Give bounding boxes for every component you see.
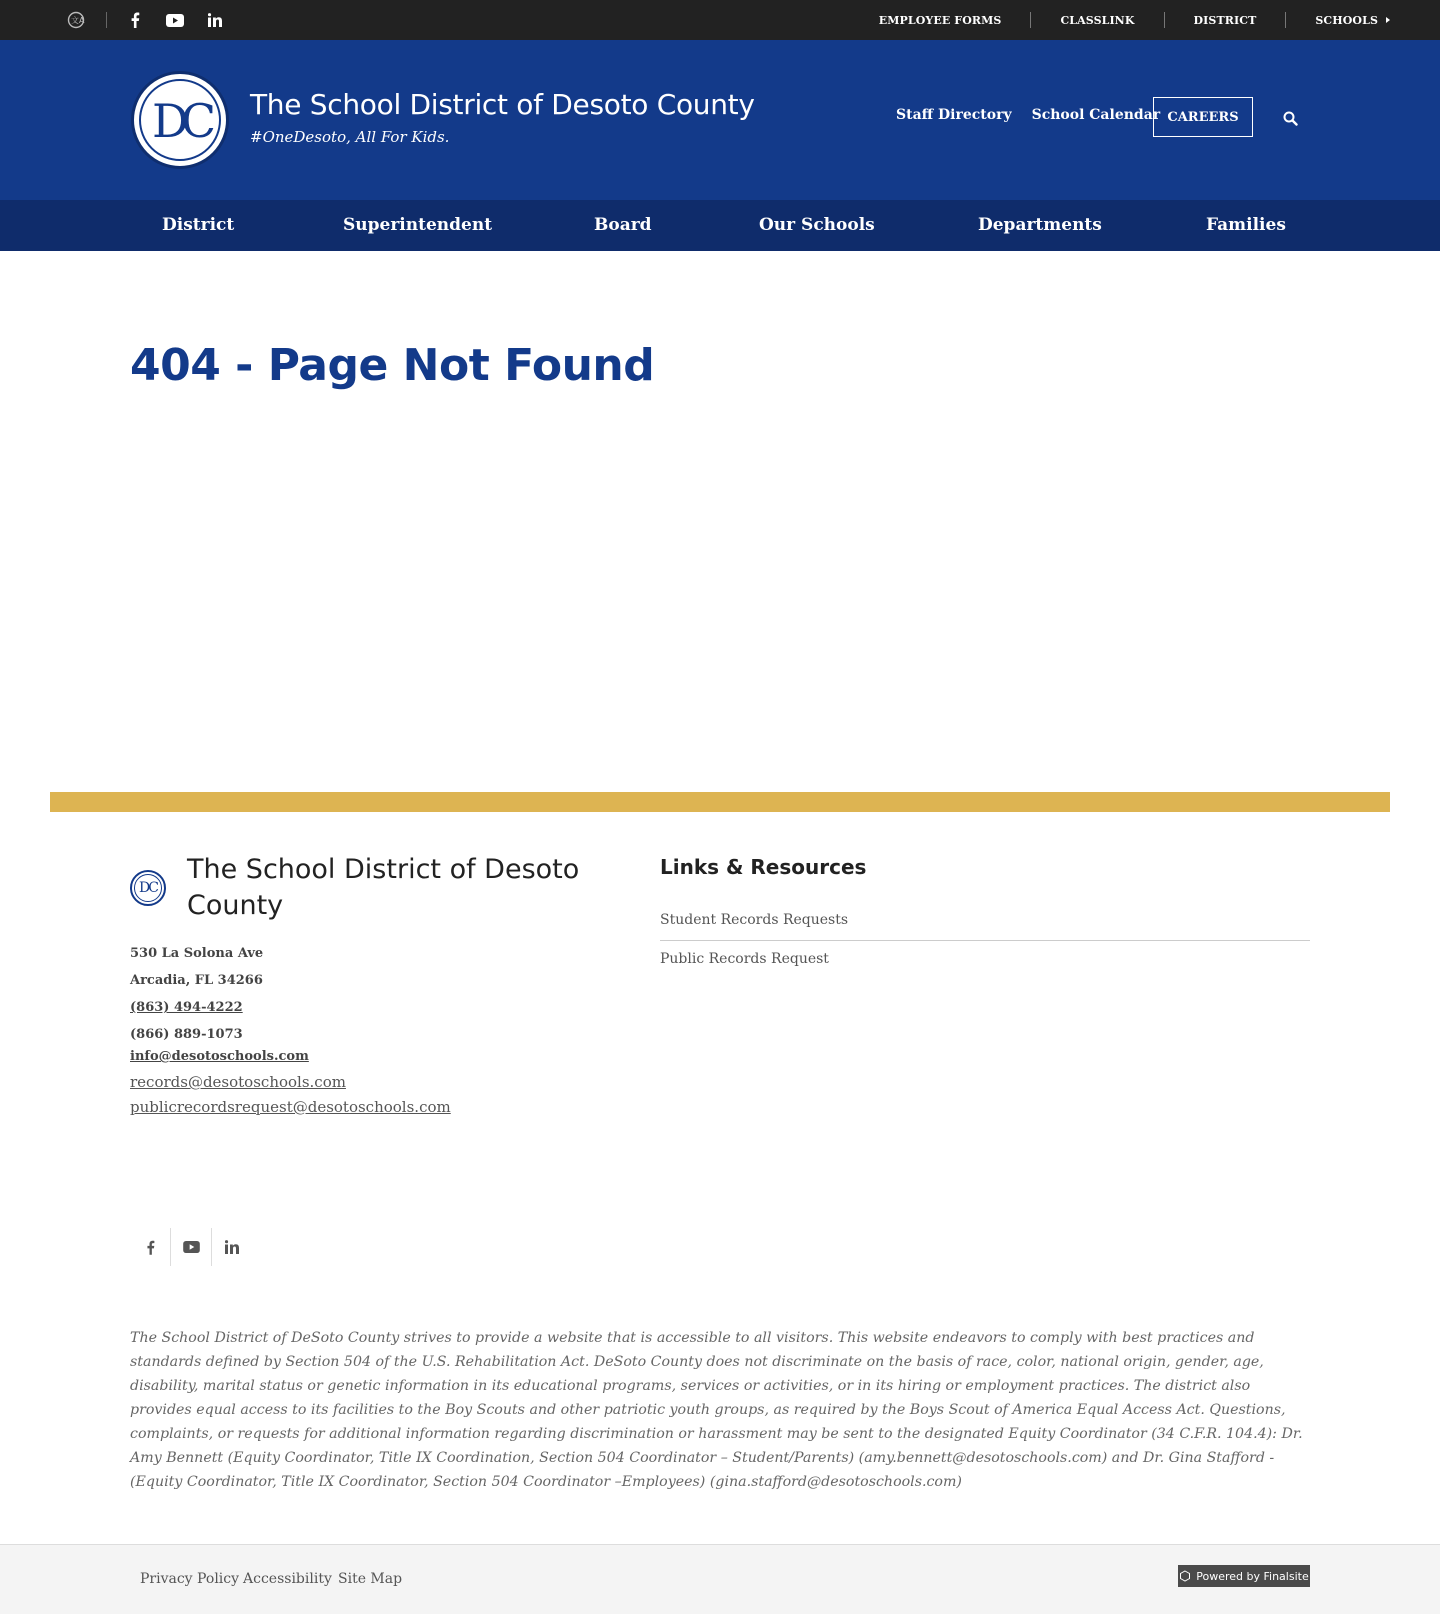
linkedin-icon[interactable] — [201, 6, 229, 34]
svg-text:文A: 文A — [71, 16, 85, 25]
utility-bar — [0, 0, 1440, 40]
caret-right-icon — [1384, 16, 1392, 24]
email-records-link[interactable]: records@desotoschools.com — [130, 1073, 346, 1091]
translate-icon[interactable] — [62, 6, 90, 34]
search-icon[interactable] — [1280, 108, 1300, 128]
address-street: 530 La Solona Ave — [130, 946, 264, 961]
youtube-icon[interactable] — [171, 1228, 211, 1266]
fax-number: (866) 889-1073 — [130, 1027, 243, 1042]
student-records-link[interactable]: Student Records Requests — [660, 912, 849, 928]
links-divider — [660, 940, 1310, 941]
nav-item-departments[interactable]: Departments — [978, 215, 1102, 235]
site-tagline: #OneDesoto, All For Kids. — [250, 128, 450, 146]
powered-by-finalsite-badge[interactable] — [1178, 1565, 1310, 1587]
email-info-link[interactable]: info@desotoschools.com — [130, 1049, 309, 1064]
nav-item-superintendent[interactable]: Superintendent — [343, 215, 493, 235]
utility-links — [850, 0, 1392, 40]
utility-social — [62, 0, 241, 40]
site-title[interactable]: The School District of Desoto County — [250, 88, 755, 121]
school-calendar-link[interactable]: School Calendar — [1031, 107, 1161, 123]
district-link[interactable]: DISTRICT — [1193, 13, 1257, 27]
employee-forms-link[interactable]: EMPLOYEE FORMS — [878, 13, 1002, 27]
footer-accent-bar — [50, 792, 1390, 812]
nondiscrimination-statement: The School District of DeSoto County strives to provide a website that is accessible to all visitors. This website endeavors to comply with best practices and standards defined by Section 504 of the U.S. Rehabilitation Act. DeSoto County does not discriminate on the basis of race, color, national origin, gender, age, disability, marital status or genetic information in its educational programs, services or activities, or in its hiring or employment practices. The district also provides equal access to its facilities to the Boy Scouts and other patriotic youth groups, as required by the Boys Scout of America Equal Access Act. Questions, complaints, or requests for additional information regarding discrimination or harassment may be sent to the designated Equity Coordinator (34 C.F.R. 104.4): Dr. Amy Bennett (Equity Coordinator, Title IX Coordination, Section 504 Coordinator – Student/Parents) (amy.bennett@desotoschools.com) and Dr. Gina Stafford - (Equity Coordinator, Title IX Coordinator, Section 504 Coordinator –Employees) (gina.stafford@desotoschools.com) — [130, 1330, 1303, 1490]
district-logo[interactable] — [131, 71, 229, 169]
main-nav — [0, 200, 1440, 251]
public-records-link[interactable]: Public Records Request — [660, 951, 829, 967]
utility-divider — [106, 12, 107, 28]
schools-label: SCHOOLS — [1315, 13, 1378, 27]
schools-dropdown[interactable] — [1286, 14, 1392, 27]
links-resources-heading: Links & Resources — [660, 855, 867, 879]
address-city: Arcadia, FL 34266 — [130, 973, 263, 988]
site-map-link[interactable]: Site Map — [338, 1571, 403, 1587]
header-links — [896, 107, 1180, 123]
logo-monogram: DC — [151, 94, 209, 148]
staff-directory-link[interactable]: Staff Directory — [896, 107, 1012, 123]
careers-button[interactable]: CAREERS — [1153, 97, 1253, 137]
nav-item-our-schools[interactable]: Our Schools — [759, 215, 875, 235]
email-public-records-link[interactable]: publicrecordsrequest@desotoschools.com — [130, 1098, 451, 1116]
footer-social — [130, 1228, 252, 1266]
nav-item-board[interactable]: Board — [594, 215, 652, 235]
linkedin-icon[interactable] — [212, 1228, 252, 1266]
classlink-link[interactable]: CLASSLINK — [1060, 13, 1135, 27]
footer-logo — [130, 870, 166, 906]
facebook-icon[interactable] — [130, 1228, 170, 1266]
accessibility-link[interactable]: Accessibility — [243, 1571, 332, 1587]
footer-logo-monogram: DC — [134, 874, 162, 902]
youtube-icon[interactable] — [161, 6, 189, 34]
nav-item-district[interactable]: District — [162, 215, 235, 235]
phone-link[interactable]: (863) 494-4222 — [130, 1000, 243, 1015]
site-header — [0, 40, 1440, 200]
facebook-icon[interactable] — [121, 6, 149, 34]
page-title: 404 - Page Not Found — [130, 340, 655, 391]
finalsite-icon — [1179, 1570, 1191, 1582]
privacy-policy-link[interactable]: Privacy Policy — [140, 1571, 240, 1587]
powered-by-label: Powered by Finalsite — [1196, 1569, 1309, 1583]
footer-title: The School District of Desoto County — [187, 854, 580, 921]
nav-item-families[interactable]: Families — [1206, 215, 1286, 235]
